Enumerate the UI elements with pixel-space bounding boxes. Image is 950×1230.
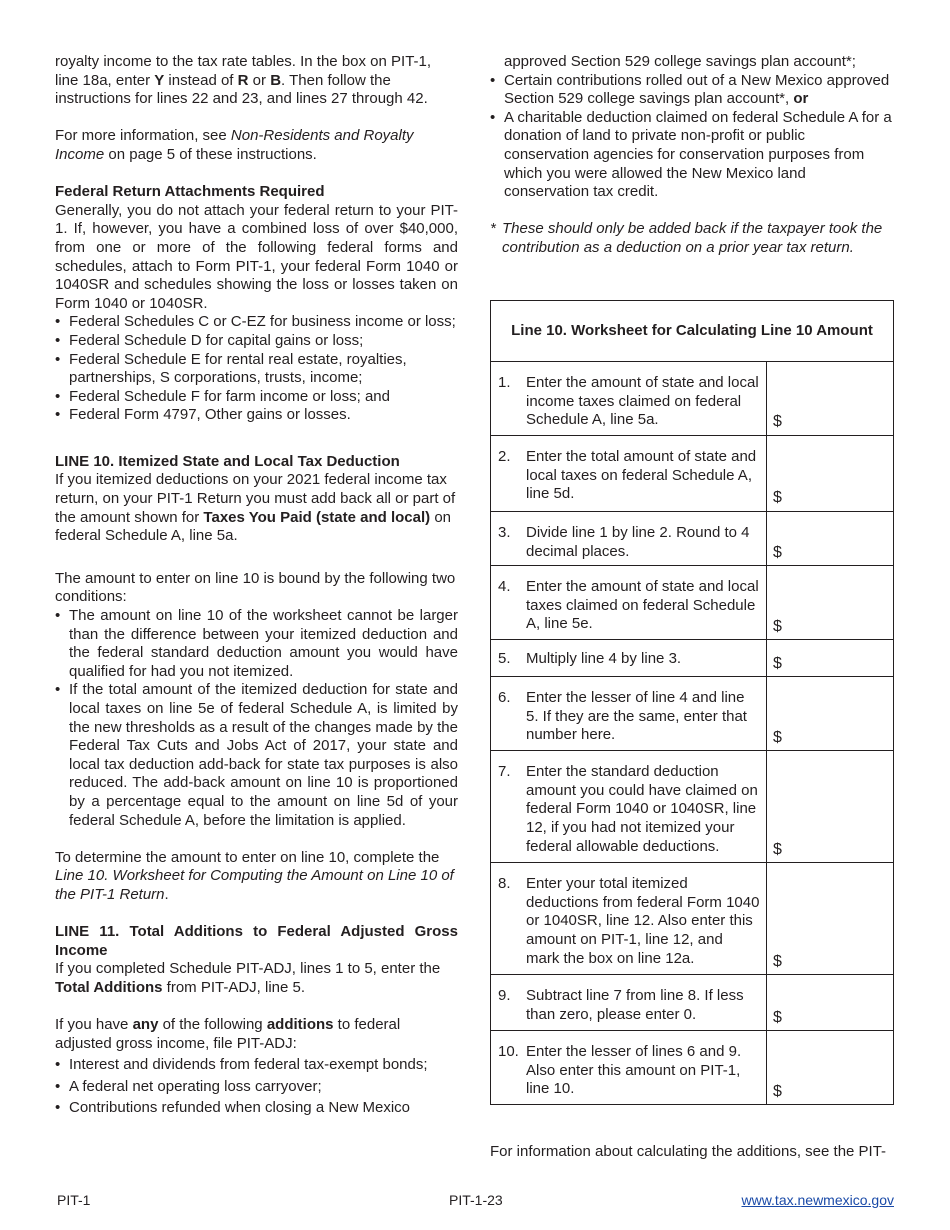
list-item: • Federal Schedule E for rental real estate, royalties, partnerships, S corporations, trusts, income; bbox=[55, 350, 407, 387]
amount-field[interactable]: $ bbox=[767, 566, 894, 640]
amount-field[interactable]: $ bbox=[767, 751, 894, 863]
additions-info-text: For information about calculating the additions, see the PIT- bbox=[490, 1143, 887, 1160]
list-item: • Federal Schedule F for farm income or loss; and bbox=[55, 387, 390, 405]
table-row: 7. Enter the standard deduction amount you could have claimed on federal Form 1040 or 1040SR, line 12, if you had not itemized your federal allowable deductions. $ bbox=[491, 751, 894, 863]
footer-page-number: PIT-1-23 bbox=[449, 1192, 503, 1208]
intro-paragraph: royalty income to the tax rate tables. In the box on PIT-1, line 18a, enter Y instead of R or B. Then follow the instructions for lines 22 and 23, and lines 27 through 42. bbox=[55, 53, 432, 108]
table-row: 9. Subtract line 7 from line 8. If less than zero, please enter 0. $ bbox=[491, 975, 894, 1031]
list-item: • The amount on line 10 of the worksheet cannot be larger than the difference between your itemized deduction and the federal standard deduction amount you would have qualified for had you not itemized. bbox=[55, 607, 458, 680]
amount-field[interactable]: $ bbox=[767, 362, 894, 436]
table-row: 2. Enter the total amount of state and local taxes on federal Schedule A, line 5d. $ bbox=[491, 436, 894, 512]
list-item: • Federal Schedule D for capital gains or loss; bbox=[55, 331, 364, 349]
attachments-list bbox=[55, 313, 458, 425]
table-row: 8. Enter your total itemized deductions from federal Form 1040 or 1040SR, line 12. Also enter this amount on PIT-1, line 12, and mark the box on line 12a. $ bbox=[491, 863, 894, 975]
table-row: 6. Enter the lesser of line 4 and line 5. If they are the same, enter that number here. $ bbox=[491, 677, 894, 751]
line10-heading: LINE 10. Itemized State and Local Tax Deduction bbox=[55, 452, 400, 470]
amount-field[interactable]: $ bbox=[767, 1031, 894, 1105]
table-row: 10. Enter the lesser of lines 6 and 9. Also enter this amount on PIT-1, line 10. $ bbox=[491, 1031, 894, 1105]
amount-field[interactable]: $ bbox=[767, 640, 894, 677]
amount-field[interactable]: $ bbox=[767, 677, 894, 751]
worksheet-title: Line 10. Worksheet for Calculating Line 10 Amount bbox=[491, 301, 894, 362]
list-item: • Certain contributions rolled out of a New Mexico approved Section 529 college savings plan account*, or bbox=[490, 71, 890, 108]
amount-field[interactable]: $ bbox=[767, 436, 894, 512]
list-item: • A federal net operating loss carryover; bbox=[55, 1077, 322, 1095]
list-item: • A charitable deduction claimed on federal Schedule A for a donation of land to private non-profit or public conservation agencies for conservation purposes from which you were allowed the New Mexico land conservation tax credit. bbox=[490, 108, 892, 201]
additions-list bbox=[55, 1056, 458, 1118]
amount-field[interactable]: $ bbox=[767, 975, 894, 1031]
determine-paragraph: To determine the amount to enter on line 10, complete the Line 10. Worksheet for Computing the Amount on Line 10 of the PIT-1 Return. bbox=[55, 848, 454, 903]
list-item: • If the total amount of the itemized deduction for state and local taxes on line 5e of federal Schedule A, is limited by the new thresholds as a result of the changes made by the Federal Tax Cuts and Jobs Act of 2017, your state and local tax deduction add-back for state tax purposes is also reduced. The add-back amount on line 10 is proportioned by a percentage equal to the amount on line 5d of your federal Schedule A, before the limitation is applied. bbox=[55, 681, 458, 829]
footer-website-link[interactable]: www.tax.newmexico.gov bbox=[741, 1192, 894, 1208]
footnote: * These should only be added back if the taxpayer took the contribution as a deduction on a prior year tax return. bbox=[490, 220, 883, 256]
line11-heading: LINE 11. Total Additions to Federal Adjusted Gross Income bbox=[55, 923, 458, 959]
line10-worksheet-table bbox=[490, 300, 894, 1105]
list-item: • Contributions refunded when closing a New Mexico bbox=[55, 1099, 411, 1117]
conditions-list bbox=[55, 607, 458, 830]
footer-form-name: PIT-1 bbox=[57, 1192, 91, 1208]
continued-text: approved Section 529 college savings plan account*; bbox=[504, 53, 856, 70]
bound-paragraph: The amount to enter on line 10 is bound by the following two conditions: bbox=[55, 569, 456, 606]
table-row: 3. Divide line 1 by line 2. Round to 4 decimal places. $ bbox=[491, 512, 894, 566]
table-row: 5. Multiply line 4 by line 3. $ bbox=[491, 640, 894, 677]
list-item: • Federal Schedules C or C-EZ for business income or loss; bbox=[55, 313, 456, 331]
attachments-heading: Federal Return Attachments Required bbox=[55, 183, 325, 201]
amount-field[interactable]: $ bbox=[767, 512, 894, 566]
table-row: 1. Enter the amount of state and local income taxes claimed on federal Schedule A, line 5a. $ bbox=[491, 362, 894, 436]
list-item: • Interest and dividends from federal tax-exempt bonds; bbox=[55, 1056, 428, 1074]
more-info-paragraph: For more information, see Non-Residents and Royalty Income on page 5 of these instructions. bbox=[55, 127, 414, 163]
attachments-paragraph: Generally, you do not attach your federal return to your PIT-1. If, however, you have a combined loss of over $40,000, from one or more of the following federal forms and schedules, attach to Form PIT-1, your federal Form 1040 or 1040SR and schedules showing the loss or losses taken on Form 1040 or 1040SR. bbox=[55, 201, 458, 312]
list-item: • Federal Form 4797, Other gains or losses. bbox=[55, 406, 351, 424]
line10-paragraph: If you itemized deductions on your 2021 federal income tax return, on your PIT-1 Return you must add back all or part of the amount shown for Taxes You Paid (state and local) on federal Schedule A, line 5a. bbox=[55, 471, 456, 545]
right-column bbox=[490, 53, 894, 258]
line11-paragraph: If you completed Schedule PIT-ADJ, lines 1 to 5, enter the Total Additions from PIT-ADJ, line 5. bbox=[55, 960, 441, 996]
table-row: 4. Enter the amount of state and local taxes claimed on federal Schedule A, line 5e. $ bbox=[491, 566, 894, 640]
left-column bbox=[55, 53, 458, 1118]
right-additions-list bbox=[490, 72, 894, 202]
any-additions-paragraph: If you have any of the following additions to federal adjusted gross income, file PIT-ADJ: bbox=[55, 1016, 401, 1052]
amount-field[interactable]: $ bbox=[767, 863, 894, 975]
